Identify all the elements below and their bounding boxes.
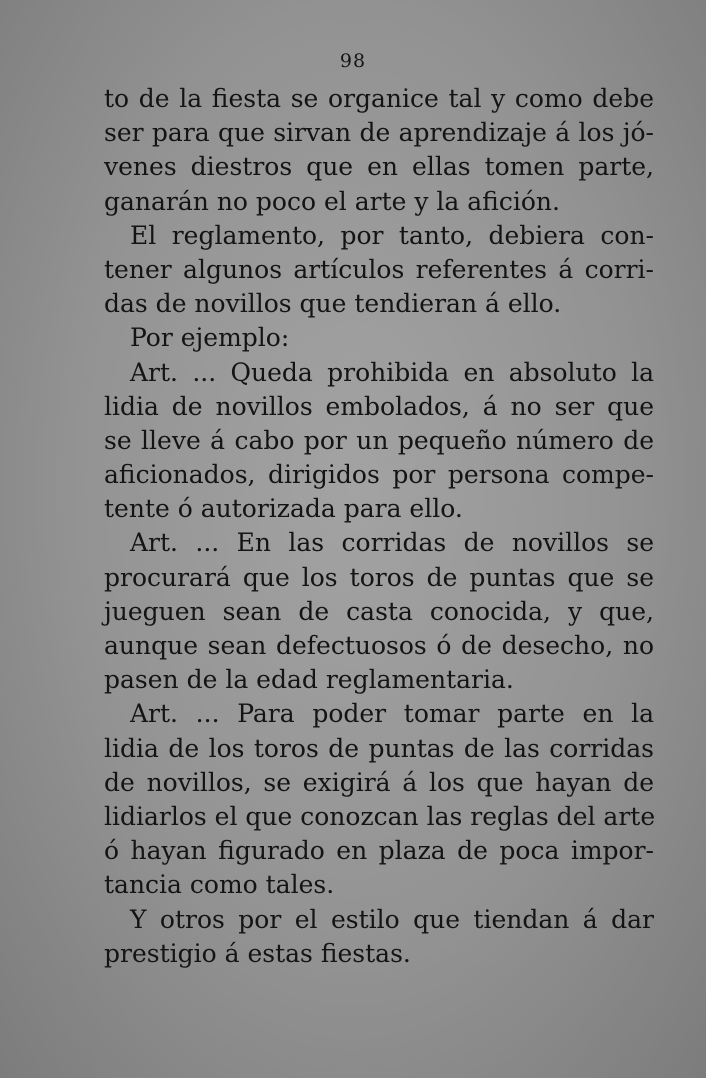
- text-line: aunque sean defectuosos ó de desecho, no: [104, 631, 654, 660]
- text-line: de novillos, se exigirá á los que hayan de: [104, 767, 654, 797]
- text-line: pasen de la edad reglamentaria.: [104, 665, 514, 695]
- text-line: se lleve á cabo por un pequeño número de: [104, 425, 654, 455]
- text-line: lidia de los toros de puntas de las corridas: [104, 733, 654, 763]
- text-line: tener algunos artículos referentes á corri-: [104, 254, 654, 284]
- text-line: tente ó autorizada para ello.: [104, 494, 463, 524]
- text-line: tancia como tales.: [104, 870, 335, 900]
- text-line: Art. ... En las corridas de novillos se: [130, 528, 654, 558]
- text-line: jueguen sean de casta conocida, y que,: [104, 596, 654, 626]
- text-line: Y otros por el estilo que tiendan á dar: [130, 904, 654, 934]
- text-line: aficionados, dirigidos por persona compe-: [104, 460, 654, 490]
- text-line: das de novillos que tendieran á ello.: [104, 289, 562, 319]
- text-line: ganarán no poco el arte y la afición.: [104, 186, 560, 216]
- text-line: lidiarlos el que conozcan las reglas del arte: [104, 801, 656, 831]
- text-line: Por ejemplo:: [130, 323, 290, 353]
- body-text: [104, 82, 654, 971]
- page-number: 98: [339, 50, 367, 72]
- text-line: prestigio á estas fiestas.: [104, 938, 411, 968]
- text-line: El reglamento, por tanto, debiera con-: [130, 220, 654, 250]
- text-line: Art. ... Queda prohibida en absoluto la: [130, 357, 654, 387]
- text-line: to de la fiesta se organice tal y como debe: [104, 84, 654, 113]
- text-line: lidia de novillos embolados, á no ser que: [104, 391, 654, 421]
- text-line: ó hayan figurado en plaza de poca impor-: [104, 836, 654, 866]
- text-line: venes diestros que en ellas tomen parte,: [104, 152, 654, 182]
- text-line: ser para que sirvan de aprendizaje á los jó-: [104, 118, 654, 148]
- text-line: Art. ... Para poder tomar parte en la: [130, 699, 654, 729]
- text-line: procurará que los toros de puntas que se: [104, 562, 654, 592]
